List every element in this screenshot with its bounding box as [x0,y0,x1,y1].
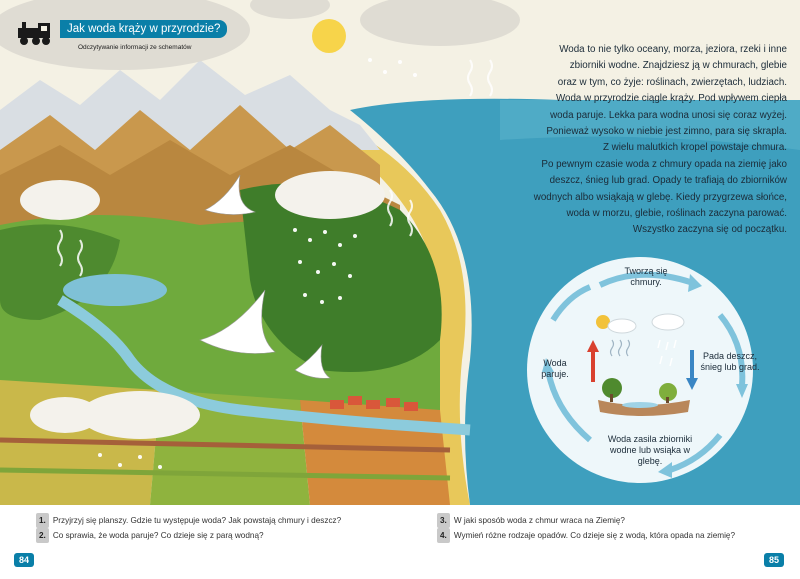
text-line: Po pewnym czasie woda z chmury opada na ziemię jako [541,158,787,170]
text-line: Woda w przyrodzie ciągle krąży. Pod wpływem ciepła [555,93,787,105]
question-text: Wymień różne rodzaje opadów. Co dzieje się z wodą, która opada na ziemię? [453,531,736,540]
questions-right [437,513,735,543]
page-title: Jak woda krąży w przyrodzie? [60,20,227,38]
questions-left [36,513,341,543]
page-number-left: 84 [14,553,34,567]
text-line: Z wielu malutkich kropel powstaje chmura. [602,142,787,154]
question-item [437,528,735,543]
text-line: Woda to nie tylko oceany, morza, jeziora, rzeki i inne [559,44,787,55]
text-line: woda w morzu, glebie, roślinach zaczyna parować. [566,208,787,220]
text-line: Wszystko zaczyna się od początku. [632,224,787,236]
page-subtitle: Odczytywanie informacji ze schematów [78,44,192,51]
page-number-right: 85 [764,553,784,567]
evaporation-arrow [591,350,595,382]
text-line: zbiorniki wodne. Znajdziesz ją w chmurach, glebie [569,60,787,72]
question-number: 3. [437,513,450,528]
question-item [437,513,735,528]
cycle-label-precipitation: Pada deszcz, śnieg lub grad. [700,351,760,372]
text-line: woda paruje. Lekka para wodna unosi się coraz wyżej. [550,109,787,121]
question-number: 1. [36,513,49,528]
text-line: oraz w tym, co żyje: roślinach, zwierzętach, ludziach. [557,76,787,88]
cycle-label-evaporation: Woda paruje. [541,358,569,379]
cycle-label-collection: Woda zasila zbiorniki wodne lub wsiąka w glebę. [607,434,693,466]
question-text: W jaki sposób woda z chmur wraca na Ziemię? [453,516,625,525]
text-line: Ponieważ wysoko w niebie jest zimno, para się skrapla. [546,126,787,138]
cycle-label-clouds: Tworzą się chmury. [624,266,668,287]
question-number: 4. [437,528,450,543]
question-item [36,528,341,543]
question-text: Przyjrzyj się planszy. Gdzie tu występuje woda? Jak powstają chmury i deszcz? [52,516,342,525]
text-line: wodnych albo wsiąkają w glebę. Kiedy przygrzewa słońce, [533,191,787,203]
text-line: deszcz, śnieg lub grad. Opady te trafiają do zbiorników [549,175,787,187]
question-text: Co sprawia, że woda paruje? Co dzieje się z parą wodną? [52,531,264,540]
question-number: 2. [36,528,49,543]
question-item [36,513,341,528]
